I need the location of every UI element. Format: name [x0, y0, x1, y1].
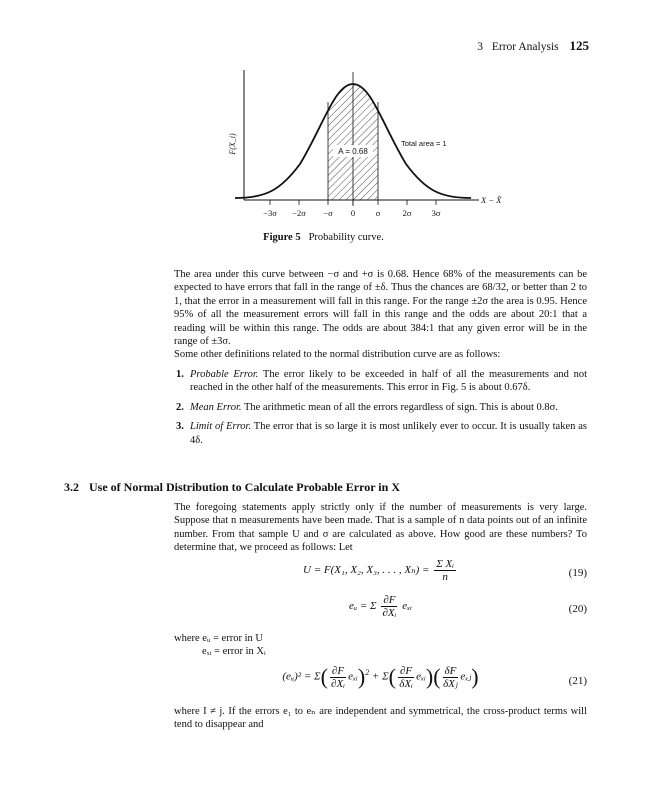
definition-list	[174, 368, 587, 453]
list-item	[174, 401, 587, 414]
equation-number: (20)	[568, 603, 587, 615]
equation-exponent: 2	[365, 667, 370, 677]
section-heading	[64, 480, 400, 495]
list-item-text: The error likely to be exceeded in half of all the measurements and not reached in the other half of the measurements. This error in Fig. 5 is about 0.67δ.	[190, 369, 587, 394]
equation-number: (19)	[568, 567, 587, 579]
equation-20	[174, 594, 587, 624]
paragraph-text: The area under this curve between −σ and +σ is 0.68. Hence 68% of the measurements can be expected to have errors that fall in the range of ±δ. Thus the chances are 68/32, or better than 2 to 1, that the error in a measurement will fall in this range. For the range ±2σ the area is 0.95. Hence 95% of all the measurement errors will fall in this range and the odds are about 20:1 that a reading will be within this range. The odds are about 384:1 that any given error will be in the range of ±3σ.	[174, 269, 587, 348]
section-title: Use of Normal Distribution to Calculate Probable Error in X	[89, 480, 400, 494]
paragraph-4	[174, 705, 587, 732]
probability-curve-figure	[225, 66, 515, 232]
fraction-numerator: δF	[444, 664, 457, 677]
fraction-numerator: Σ Xᵢ	[436, 558, 454, 570]
equation-rhs: eₓᵢ	[402, 600, 412, 613]
where-line: where eᵤ = error in U	[174, 633, 263, 644]
chapter-title: Error Analysis	[491, 41, 559, 53]
equation-lhs: U = F(X₁, X₂, X₃, . . . , Xₙ) =	[303, 564, 430, 577]
total-area-label: Total area = 1	[401, 139, 447, 148]
list-item-text: The error that is so large it is most unlikely ever to occur. It is usually taken as 4δ.	[190, 421, 587, 446]
list-item-number: 2.	[176, 401, 184, 413]
tick-label: −σ	[323, 208, 333, 218]
fraction-numerator: ∂F	[399, 664, 413, 677]
list-item	[174, 420, 587, 447]
tick-label: −3σ	[263, 208, 277, 218]
chapter-number: 3	[477, 41, 483, 53]
where-line: eₓᵢ = error in Xᵢ	[202, 646, 266, 658]
equation-fraction	[434, 558, 456, 583]
equation-fraction	[381, 594, 397, 619]
fraction-numerator: ∂F	[383, 594, 396, 606]
paragraph-2	[174, 348, 587, 361]
equation-fraction	[330, 665, 346, 690]
equation-term: eₓᵢ	[416, 670, 426, 683]
equation-term: eₓⱼ	[460, 670, 472, 683]
x-axis-label: X − X̄	[481, 195, 502, 205]
equation-lhs: eᵤ = Σ	[349, 600, 377, 613]
where-definitions	[174, 632, 266, 659]
y-axis-label: F(X_i)	[228, 133, 237, 155]
section-number: 3.2	[64, 480, 79, 494]
equation-19	[174, 558, 587, 588]
paragraph-3	[174, 501, 587, 555]
figure-caption-text: Probability curve.	[308, 232, 384, 243]
equation-21: (eᵤ)² = Σ( $\frac{\partial F}{\text{∂Xᵢ}}$ eₓᵢ)$^2$ + Σ( $\frac{\partial F}{\text{δXᵢ}}$ eₓᵢ)( $\frac{\delta F}{\text{δXⱼ}}$ eₓⱼ) (21)	[282, 664, 587, 690]
fraction-denominator: ∂Xᵢ	[331, 677, 345, 690]
tick-label: 3σ	[431, 208, 441, 218]
tick-label: 2σ	[402, 208, 412, 218]
running-header	[477, 38, 589, 54]
fraction-denominator: δXᵢ	[399, 677, 413, 690]
area-label: A = 0.68	[338, 147, 368, 156]
paragraph-1	[174, 268, 587, 348]
paragraph-text: Some other definitions related to the normal distribution curve are as follows:	[174, 349, 501, 360]
fraction-numerator: ∂F	[331, 664, 345, 677]
tick-label: −2σ	[292, 208, 306, 218]
equation-number: (21)	[568, 675, 587, 687]
fraction-denominator: n	[442, 571, 448, 583]
list-item-term: Mean Error.	[190, 401, 242, 413]
list-item-text: The arithmetic mean of all the errors regardless of sign. This is about 0.8σ.	[241, 401, 558, 413]
fraction-denominator: δXⱼ	[443, 677, 458, 690]
paragraph-text: The foregoing statements apply strictly only if the number of measurements is very large. Suppose that n measurements have been made. That is a sample of n data points out of an infinite number. From that sample U and σ are calculated as above. How good are these numbers? To determine that, we proceed as follows: Let	[174, 502, 587, 554]
list-item-number: 3.	[176, 421, 184, 433]
tick-label: 0	[350, 208, 356, 218]
figure-caption	[0, 232, 647, 243]
equation-fraction	[443, 665, 459, 690]
tick-label: σ	[375, 208, 381, 218]
page-number: 125	[569, 38, 589, 53]
equation-plus: + Σ	[371, 670, 389, 683]
list-item	[174, 368, 587, 395]
list-item-term: Probable Error.	[190, 369, 259, 380]
equation-fraction	[398, 665, 414, 690]
equation-lhs: (eᵤ)² = Σ	[282, 670, 321, 683]
shaded-area	[328, 76, 378, 200]
equation-term: eₓᵢ	[348, 670, 358, 683]
x-ticks	[270, 200, 436, 205]
list-item-term: Limit of Error.	[190, 421, 252, 433]
paragraph-text: where I ≠ j. If the errors e₁ to eₙ are independent and symmetrical, the cross-product terms will tend to disappear and	[174, 706, 587, 731]
fraction-denominator: ∂Xᵢ	[382, 607, 397, 619]
figure-caption-label: Figure 5	[263, 232, 301, 243]
list-item-number: 1.	[176, 369, 184, 380]
